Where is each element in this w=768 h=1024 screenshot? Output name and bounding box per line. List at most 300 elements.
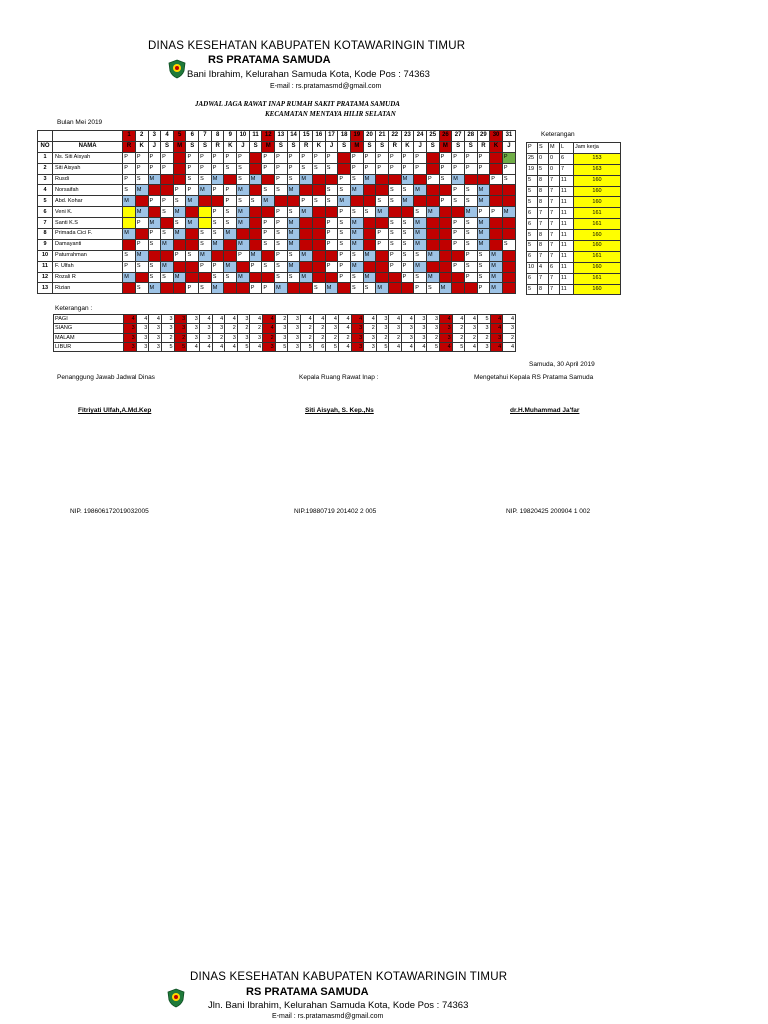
shift-cell (502, 272, 515, 283)
keterangan-count: 5 (527, 197, 538, 208)
summary-table (53, 314, 516, 352)
shift-cell: S (401, 218, 414, 229)
shift-cell: P (351, 152, 364, 163)
hospital-address: Bani Ibrahim, Kelurahan Samuda Kota, Kode Pos : 74363 (187, 69, 430, 80)
summary-value: 3 (149, 333, 162, 342)
shift-cell (199, 218, 212, 229)
shift-cell: M (490, 283, 503, 294)
shift-cell (388, 283, 401, 294)
shift-cell (123, 207, 136, 218)
shift-cell: S (237, 196, 250, 207)
day-number: 20 (363, 131, 376, 142)
shift-cell: P (388, 163, 401, 174)
shift-cell: S (414, 272, 427, 283)
weekday-letter: K (224, 141, 237, 152)
shift-cell (237, 261, 250, 272)
day-number: 31 (502, 131, 515, 142)
shift-cell (502, 196, 515, 207)
summary-value: 4 (440, 342, 453, 351)
weekday-letter: S (338, 141, 351, 152)
summary-value: 3 (124, 333, 137, 342)
keterangan-header: Jam kerja (574, 143, 621, 154)
footer-hospital-address: Jln. Bani Ibrahim, Kelurahan Samuda Kota, Kode Pos : 74363 (208, 1000, 469, 1011)
jam-kerja-cell: 153 (574, 153, 621, 164)
shift-cell: S (237, 163, 250, 174)
summary-value: 3 (351, 324, 364, 333)
summary-value: 3 (376, 315, 389, 324)
signature-nip-3: NIP. 19820425 200904 1 002 (506, 508, 591, 515)
shift-cell (300, 261, 313, 272)
shift-cell: P (439, 152, 452, 163)
keterangan-count: 5 (527, 241, 538, 252)
shift-cell (351, 196, 364, 207)
keterangan-count: 25 (527, 153, 538, 164)
shift-cell (313, 239, 326, 250)
staff-no: 2 (38, 163, 53, 174)
shift-cell: S (161, 207, 174, 218)
jam-kerja-cell: 160 (574, 197, 621, 208)
shift-cell: P (123, 163, 136, 174)
jam-kerja-cell: 160 (574, 186, 621, 197)
shift-cell: M (414, 239, 427, 250)
summary-value: 3 (364, 333, 377, 342)
shift-cell (313, 261, 326, 272)
staff-name: F. Ulfah (53, 261, 123, 272)
shift-cell (338, 152, 351, 163)
shift-cell (376, 261, 389, 272)
summary-value: 4 (490, 315, 503, 324)
table-row (38, 283, 516, 294)
shift-cell: M (351, 229, 364, 240)
shift-cell (249, 207, 262, 218)
shift-cell: M (173, 229, 186, 240)
shift-cell: S (161, 272, 174, 283)
shift-cell: S (351, 174, 364, 185)
shift-cell: P (414, 283, 427, 294)
shift-cell (426, 152, 439, 163)
summary-value: 4 (225, 315, 238, 324)
staff-no: 3 (38, 174, 53, 185)
shift-cell: P (135, 239, 148, 250)
summary-value: 4 (465, 315, 478, 324)
shift-cell: S (313, 196, 326, 207)
summary-value: 3 (225, 333, 238, 342)
shift-cell (325, 272, 338, 283)
shift-cell (148, 185, 161, 196)
table-row (38, 272, 516, 283)
shift-cell (363, 261, 376, 272)
staff-name: Norsaifah (53, 185, 123, 196)
shift-cell: P (275, 207, 288, 218)
summary-value: 3 (414, 315, 427, 324)
shift-cell (237, 229, 250, 240)
summary-value: 3 (149, 324, 162, 333)
keterangan-count: 11 (560, 230, 574, 241)
shift-cell (376, 272, 389, 283)
shift-cell: M (502, 207, 515, 218)
shift-cell (224, 250, 237, 261)
shift-cell: P (135, 163, 148, 174)
staff-name: Primada Cici F. (53, 229, 123, 240)
shift-cell (502, 250, 515, 261)
shift-cell: S (452, 196, 465, 207)
shift-cell (502, 185, 515, 196)
shift-cell: P (452, 185, 465, 196)
shift-cell: S (426, 283, 439, 294)
summary-label-cell: SIANG (54, 324, 124, 333)
summary-value: 3 (161, 324, 174, 333)
summary-value: 4 (490, 342, 503, 351)
weekday-letter: M (351, 141, 364, 152)
shift-cell (135, 196, 148, 207)
shift-cell: M (363, 250, 376, 261)
shift-cell: M (148, 174, 161, 185)
summary-value: 4 (338, 315, 351, 324)
shift-cell: P (388, 250, 401, 261)
weekday-letter: K (401, 141, 414, 152)
shift-cell (401, 207, 414, 218)
staff-name: Rizian (53, 283, 123, 294)
summary-value: 3 (427, 315, 440, 324)
shift-cell (249, 239, 262, 250)
shift-cell: P (414, 152, 427, 163)
shift-cell: S (414, 207, 427, 218)
keterangan-count: 8 (538, 197, 549, 208)
shift-cell: S (388, 218, 401, 229)
weekday-letter: S (287, 141, 300, 152)
summary-value: 3 (174, 315, 187, 324)
shift-cell (388, 207, 401, 218)
staff-name: Rozali R (53, 272, 123, 283)
header-blank (53, 131, 123, 142)
keterangan-count: 6 (527, 219, 538, 230)
shift-cell (502, 283, 515, 294)
staff-name: Veni K. (53, 207, 123, 218)
keterangan-count: 5 (527, 175, 538, 186)
summary-value: 2 (465, 333, 478, 342)
hospital-email: E-mail : rs.pratamasmd@gmail.com (270, 83, 382, 90)
footer-shield-emblem-icon (166, 988, 186, 1008)
shift-cell: P (224, 196, 237, 207)
shift-cell: S (388, 229, 401, 240)
shift-cell (426, 239, 439, 250)
shift-cell: P (262, 163, 275, 174)
shift-cell: S (161, 229, 174, 240)
summary-value: 2 (300, 333, 313, 342)
weekday-letter: R (300, 141, 313, 152)
shift-cell: P (313, 152, 326, 163)
shift-cell: S (338, 229, 351, 240)
shift-cell: S (186, 174, 199, 185)
summary-value: 4 (225, 342, 238, 351)
shift-cell: P (211, 163, 224, 174)
shift-cell (300, 283, 313, 294)
day-number: 18 (338, 131, 351, 142)
weekday-letter: K (490, 141, 503, 152)
shift-cell: M (426, 250, 439, 261)
summary-value: 2 (313, 324, 326, 333)
shift-cell (249, 152, 262, 163)
shift-cell: S (351, 283, 364, 294)
shift-cell: S (388, 239, 401, 250)
shift-cell (313, 174, 326, 185)
summary-value: 4 (402, 315, 415, 324)
day-number: 28 (464, 131, 477, 142)
summary-value: 4 (263, 324, 276, 333)
shift-cell: P (464, 163, 477, 174)
shift-cell: M (351, 261, 364, 272)
table-row (38, 250, 516, 261)
shift-cell: P (414, 163, 427, 174)
shift-cell: S (464, 185, 477, 196)
shift-cell (439, 218, 452, 229)
shift-cell: P (275, 163, 288, 174)
shift-cell (338, 283, 351, 294)
shift-cell: S (199, 229, 212, 240)
shift-cell (224, 283, 237, 294)
summary-value: 3 (136, 324, 149, 333)
shift-cell: M (135, 185, 148, 196)
shift-cell (363, 239, 376, 250)
summary-value: 4 (326, 315, 339, 324)
shift-cell: M (452, 174, 465, 185)
keterangan-count: 8 (538, 175, 549, 186)
shift-cell: P (452, 152, 465, 163)
summary-value: 2 (427, 333, 440, 342)
keterangan-count: 11 (560, 175, 574, 186)
table-row (38, 174, 516, 185)
shift-cell: M (287, 229, 300, 240)
summary-value: 4 (149, 315, 162, 324)
day-number: 23 (401, 131, 414, 142)
staff-no: 11 (38, 261, 53, 272)
shift-cell: S (275, 239, 288, 250)
keterangan-count: 0 (549, 153, 560, 164)
shift-cell (414, 196, 427, 207)
keterangan-count: 6 (549, 262, 560, 273)
shift-cell: M (477, 229, 490, 240)
summary-value: 4 (199, 342, 212, 351)
shift-cell: P (376, 239, 389, 250)
day-number: 4 (161, 131, 174, 142)
shift-cell: S (224, 207, 237, 218)
keterangan-count: 7 (549, 219, 560, 230)
shift-cell: M (477, 239, 490, 250)
jam-kerja-cell: 161 (574, 251, 621, 262)
weekday-letter: R (388, 141, 401, 152)
weekday-letter: J (414, 141, 427, 152)
shift-cell: M (300, 207, 313, 218)
summary-value: 2 (326, 333, 339, 342)
shift-cell: P (477, 152, 490, 163)
shift-cell (135, 272, 148, 283)
table-row (38, 185, 516, 196)
shift-cell: P (401, 163, 414, 174)
summary-value: 2 (313, 333, 326, 342)
shift-cell: S (363, 283, 376, 294)
shift-cell: P (148, 229, 161, 240)
shift-cell: P (439, 163, 452, 174)
shift-cell: P (338, 272, 351, 283)
keterangan-count: 8 (538, 284, 549, 295)
shift-cell: S (388, 185, 401, 196)
shift-cell (211, 250, 224, 261)
summary-value: 5 (326, 342, 339, 351)
shift-cell: P (452, 261, 465, 272)
summary-value: 5 (477, 315, 490, 324)
shift-cell (439, 261, 452, 272)
shift-cell: S (211, 272, 224, 283)
shift-cell: S (401, 185, 414, 196)
signature-name-1: Fitriyati Ulfah,A.Md.Kep (78, 407, 152, 414)
shift-cell (452, 250, 465, 261)
schedule-title-line2: KECAMATAN MENTAYA HILIR SELATAN (265, 110, 396, 118)
summary-label-cell: LIBUR (54, 342, 124, 351)
shift-cell (173, 261, 186, 272)
shift-cell: S (502, 239, 515, 250)
shift-cell (490, 218, 503, 229)
keterangan-count: 10 (527, 262, 538, 273)
shift-cell: S (401, 239, 414, 250)
shift-cell (249, 163, 262, 174)
shift-cell (414, 174, 427, 185)
shift-cell: M (490, 261, 503, 272)
shift-cell: P (186, 163, 199, 174)
shift-cell: S (338, 185, 351, 196)
keterangan-count: 11 (560, 186, 574, 197)
shift-cell: M (123, 272, 136, 283)
summary-value: 2 (452, 333, 465, 342)
shift-cell: P (325, 261, 338, 272)
keterangan-count: 5 (527, 186, 538, 197)
shift-cell: S (135, 174, 148, 185)
summary-value: 4 (136, 315, 149, 324)
shift-cell: P (287, 152, 300, 163)
shift-cell: M (148, 218, 161, 229)
shift-cell (123, 283, 136, 294)
shift-cell: P (148, 163, 161, 174)
staff-no: 4 (38, 185, 53, 196)
shift-cell: M (287, 185, 300, 196)
shift-cell: S (148, 261, 161, 272)
summary-value: 5 (275, 342, 288, 351)
shift-cell (300, 218, 313, 229)
summary-value: 3 (250, 333, 263, 342)
weekday-letter: S (426, 141, 439, 152)
shift-cell: M (426, 272, 439, 283)
day-number: 21 (376, 131, 389, 142)
shift-cell (161, 250, 174, 261)
summary-value: 4 (402, 342, 415, 351)
place-date: Samuda, 30 April 2019 (529, 361, 595, 368)
shift-cell: P (464, 152, 477, 163)
shift-cell (439, 207, 452, 218)
shift-cell: S (287, 207, 300, 218)
shift-cell: P (161, 163, 174, 174)
shift-cell (313, 229, 326, 240)
keterangan-count: 0 (549, 164, 560, 175)
summary-value: 2 (376, 333, 389, 342)
shift-cell (376, 185, 389, 196)
shift-cell: M (237, 207, 250, 218)
shift-cell (426, 163, 439, 174)
shift-cell (186, 239, 199, 250)
day-number: 6 (186, 131, 199, 142)
shift-cell: P (325, 152, 338, 163)
shift-cell (426, 196, 439, 207)
signature-role-3: Mengetahui Kepala RS Pratama Samuda (474, 374, 594, 381)
shift-cell: M (211, 239, 224, 250)
summary-value: 3 (477, 342, 490, 351)
day-number: 8 (211, 131, 224, 142)
shift-cell: P (186, 283, 199, 294)
shift-cell: S (464, 229, 477, 240)
summary-value: 4 (389, 342, 402, 351)
summary-value: 3 (237, 333, 250, 342)
day-number: 30 (490, 131, 503, 142)
shift-cell (363, 185, 376, 196)
shift-cell: P (338, 250, 351, 261)
shift-cell (262, 250, 275, 261)
weekday-letter: S (376, 141, 389, 152)
keterangan-count: 11 (560, 197, 574, 208)
shift-cell (490, 163, 503, 174)
weekday-letter: M (262, 141, 275, 152)
keterangan-count: 4 (538, 262, 549, 273)
summary-value: 3 (326, 324, 339, 333)
shift-cell: M (300, 250, 313, 261)
shift-cell: P (477, 163, 490, 174)
weekday-letter: K (313, 141, 326, 152)
weekday-letter: M (173, 141, 186, 152)
shift-cell: P (237, 152, 250, 163)
shift-cell: M (211, 174, 224, 185)
weekday-letter: S (249, 141, 262, 152)
summary-value: 3 (465, 324, 478, 333)
shift-cell: P (211, 152, 224, 163)
shift-cell (313, 207, 326, 218)
summary-value: 3 (124, 342, 137, 351)
shift-cell: M (211, 283, 224, 294)
jam-kerja-cell: 160 (574, 230, 621, 241)
shift-cell: M (363, 272, 376, 283)
keterangan-count: 5 (538, 164, 549, 175)
shift-cell (452, 272, 465, 283)
summary-value: 3 (187, 324, 200, 333)
shift-cell: P (401, 261, 414, 272)
jam-kerja-cell: 160 (574, 262, 621, 273)
summary-value: 4 (250, 342, 263, 351)
shift-cell: M (186, 218, 199, 229)
shift-cell: P (490, 207, 503, 218)
shift-cell (502, 229, 515, 240)
shift-cell: S (224, 218, 237, 229)
shift-cell: S (313, 283, 326, 294)
shift-cell: P (452, 239, 465, 250)
shift-cell (452, 207, 465, 218)
shift-cell: S (123, 250, 136, 261)
shift-cell (325, 250, 338, 261)
day-number: 27 (452, 131, 465, 142)
summary-value: 5 (174, 342, 187, 351)
keterangan-count: 5 (527, 230, 538, 241)
shift-cell: P (262, 152, 275, 163)
shift-cell: S (287, 174, 300, 185)
shift-cell (161, 283, 174, 294)
shift-cell (262, 174, 275, 185)
day-number: 3 (148, 131, 161, 142)
shift-cell: S (401, 229, 414, 240)
